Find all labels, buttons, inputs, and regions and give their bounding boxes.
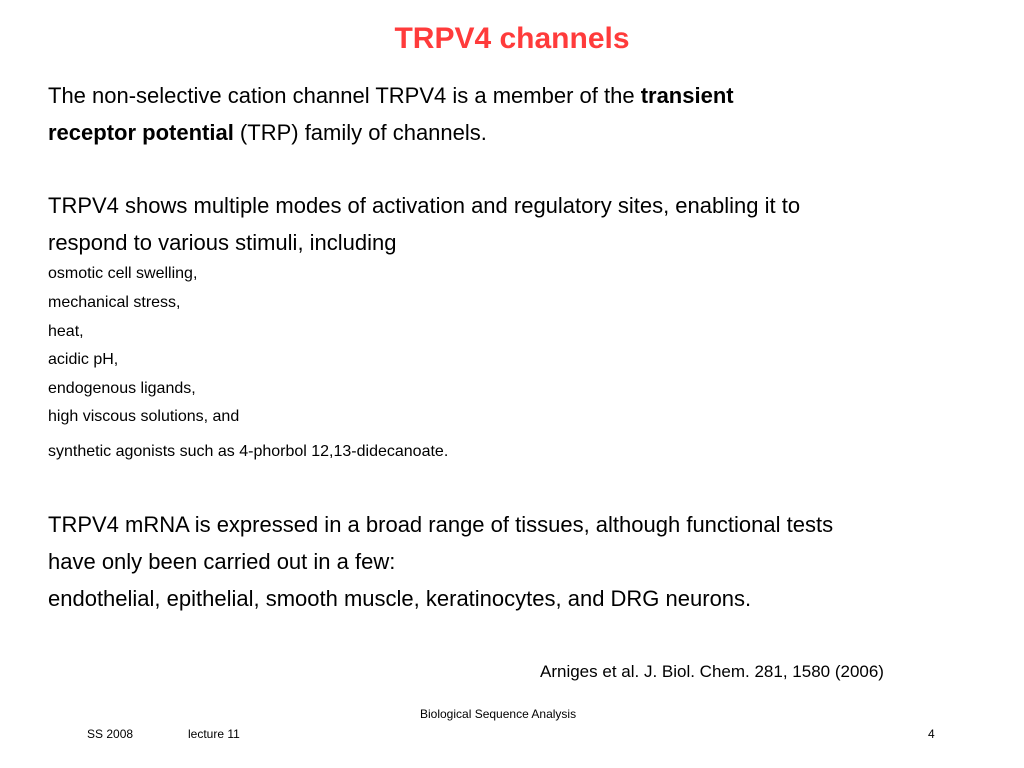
expression-line-2: have only been carried out in a few: [48, 549, 396, 574]
intro-line-1 [48, 77, 734, 114]
expression-line-3: endothelial, epithelial, smooth muscle, keratinocytes, and DRG neurons. [48, 586, 752, 611]
footer-page-number: 4 [928, 727, 935, 741]
stimulus-item: heat, [48, 323, 84, 340]
footer-semester: SS 2008 [87, 727, 134, 741]
activation-line-1: TRPV4 shows multiple modes of activation and regulatory sites, enabling it to [48, 193, 801, 218]
activation-line-2: respond to various stimuli, including [48, 230, 397, 255]
intro-line-2-text: (TRP) family of channels. [233, 120, 487, 145]
stimulus-item: high viscous solutions, and [48, 408, 240, 425]
stimulus-item: mechanical stress, [48, 294, 181, 311]
stimulus-item: endogenous ligands, [48, 380, 196, 397]
intro-line-1-text: The non-selective cation channel TRPV4 is a member of the [48, 83, 641, 108]
footer-course: Biological Sequence Analysis [420, 707, 577, 721]
intro-line-2-bold: receptor potential [48, 120, 234, 145]
intro-line-2 [48, 114, 487, 151]
expression-line-1: TRPV4 mRNA is expressed in a broad range of tissues, although functional tests [48, 512, 834, 537]
footer-lecture: lecture 11 [188, 727, 240, 741]
stimulus-item: synthetic agonists such as 4-phorbol 12,13-didecanoate. [48, 443, 449, 460]
citation: Arniges et al. J. Biol. Chem. 281, 1580 (2006) [540, 662, 884, 681]
intro-line-1-bold: transient [640, 83, 734, 108]
stimulus-item: osmotic cell swelling, [48, 265, 198, 282]
stimulus-item: acidic pH, [48, 351, 119, 368]
slide-title: TRPV4 channels [394, 22, 630, 55]
